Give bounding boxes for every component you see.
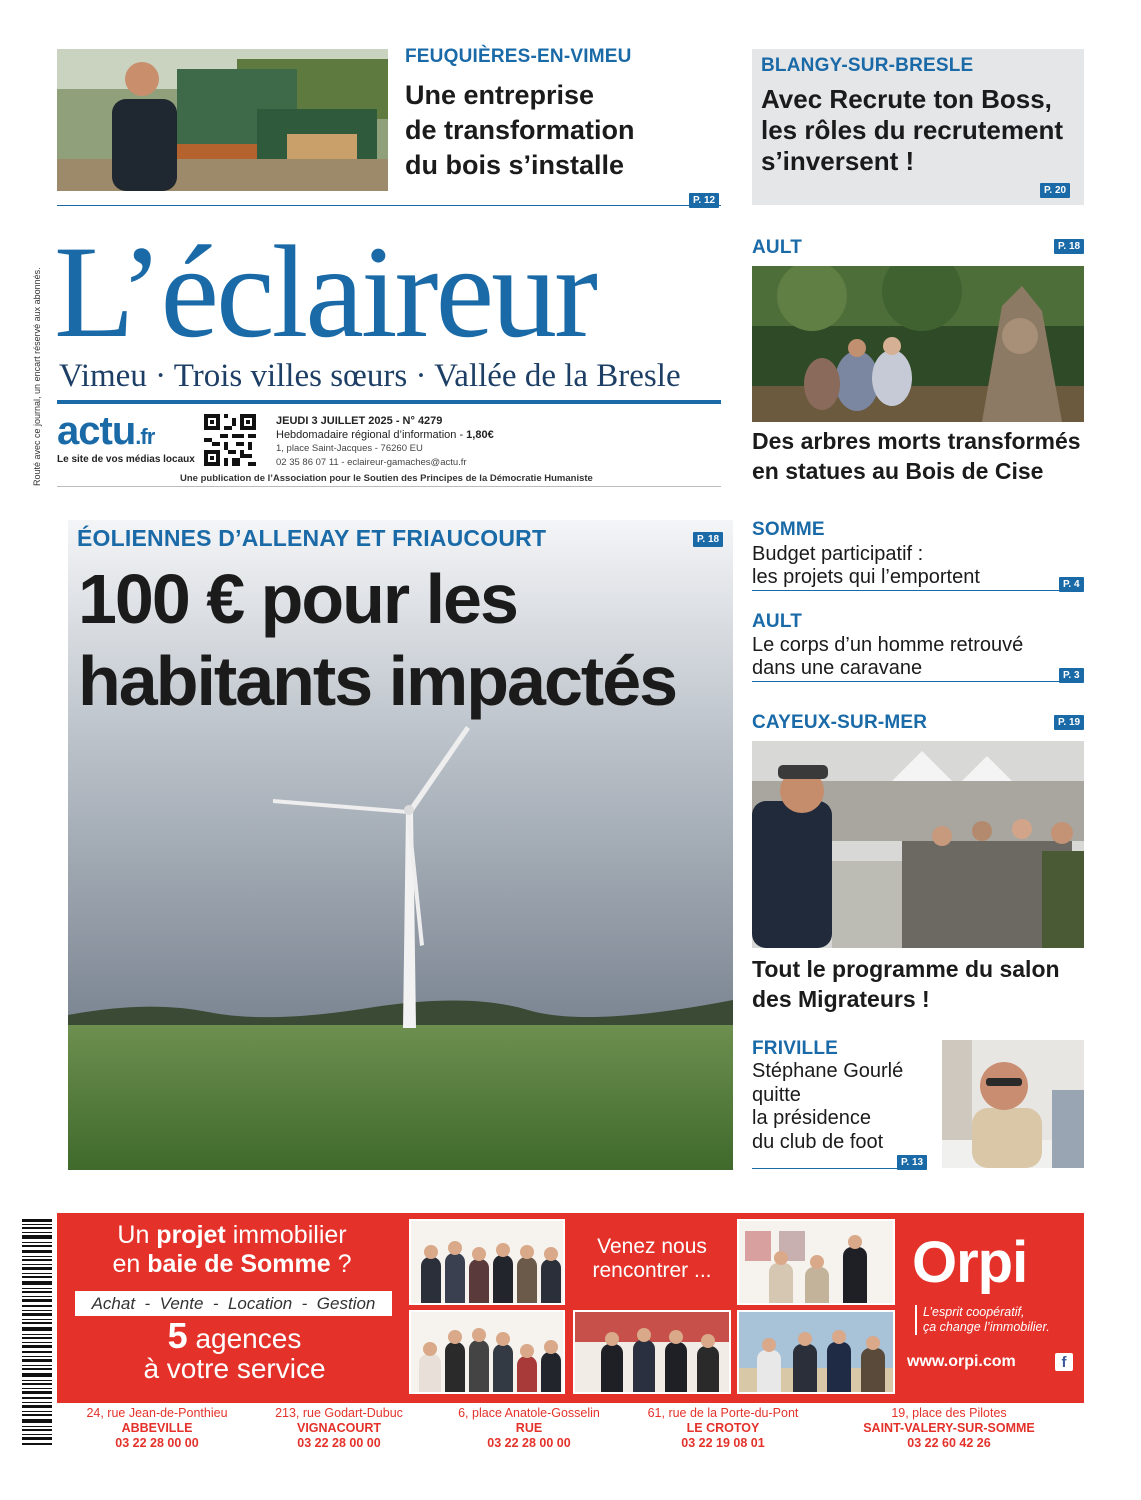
headline-line: du bois s’installe: [405, 150, 625, 180]
salon-migrateurs-photo[interactable]: [752, 741, 1084, 948]
headline-line: des Migrateurs !: [752, 986, 930, 1012]
ad-text: ?: [330, 1250, 352, 1278]
top-right-headline[interactable]: [761, 84, 1063, 177]
ad-text: agences: [187, 1323, 302, 1354]
headline-line: les rôles du recrutement: [761, 115, 1063, 145]
headline-line: Le corps d’un homme retrouvé: [752, 634, 1024, 656]
cayeux-kicker: CAYEUX-SUR-MER: [752, 712, 928, 733]
ault-body-headline[interactable]: [752, 634, 1023, 680]
page-badge[interactable]: P. 3: [1059, 668, 1084, 683]
routing-notice: Routé avec ce journal, un encart réservé aux abonnés.: [32, 267, 42, 486]
agency-city: SAINT-VALERY-SUR-SOMME: [863, 1421, 1035, 1435]
top-right-kicker: BLANGY-SUR-BRESLE: [761, 55, 974, 76]
publisher-contact: 02 35 86 07 11 - eclaireur-gamaches@actu.fr: [276, 457, 467, 468]
newspaper-logo[interactable]: L’éclaireur: [54, 218, 596, 365]
page-badge[interactable]: P. 20: [1040, 183, 1070, 198]
headline-line: Une entreprise: [405, 80, 595, 110]
agency-le-crotoy[interactable]: [623, 1406, 823, 1451]
headline-line: les projets qui l’emportent: [752, 566, 980, 588]
woodworking-photo[interactable]: [57, 49, 388, 191]
top-left-headline[interactable]: [405, 78, 635, 183]
ad-services: Achat - Vente - Location - Gestion: [75, 1291, 392, 1316]
orpi-advertisement[interactable]: [57, 1213, 1084, 1451]
headline-line: Stéphane Gourlé: [752, 1060, 904, 1082]
agency-city: RUE: [515, 1421, 543, 1435]
agency-team-photo: [737, 1310, 895, 1394]
wood-statue-photo[interactable]: [752, 266, 1084, 422]
headline-line: en statues au Bois de Cise: [752, 458, 1044, 484]
agency-phone[interactable]: 03 22 19 08 01: [681, 1436, 765, 1450]
headline-line: quitte: [752, 1083, 801, 1106]
divider: [752, 590, 1084, 591]
page-badge[interactable]: P. 4: [1059, 577, 1084, 592]
ad-agencies: [57, 1315, 412, 1384]
somme-headline[interactable]: [752, 543, 980, 589]
agency-team-photo: [737, 1219, 895, 1305]
issue-info: [276, 414, 494, 470]
headline-line: dans une caravane: [752, 657, 923, 679]
agency-address: 19, place des Pilotes: [891, 1406, 1007, 1420]
barcode-icon: [20, 1215, 54, 1447]
main-headline[interactable]: [78, 558, 676, 722]
ault-kicker: AULT: [752, 237, 803, 258]
ault-headline[interactable]: [752, 426, 1081, 486]
divider: [57, 205, 721, 206]
page-badge[interactable]: P. 18: [693, 532, 723, 547]
headline-line: Budget participatif :: [752, 543, 924, 565]
agency-vignacourt[interactable]: [239, 1406, 439, 1451]
ad-text: en: [112, 1250, 148, 1278]
publication-line: Une publication de l’Association pour le Soutien des Principes de la Démocratie Humaniste: [180, 473, 593, 484]
somme-kicker: SOMME: [752, 519, 825, 540]
issue-date: JEUDI 3 JUILLET 2025 - N° 4279: [276, 415, 443, 427]
ad-text: à votre service: [143, 1353, 326, 1384]
top-left-kicker: FEUQUIÈRES-EN-VIMEU: [405, 46, 632, 67]
ad-text: ça change l’immobilier.: [923, 1320, 1050, 1334]
divider: [752, 681, 1084, 682]
ad-text: L’esprit coopératif,: [923, 1305, 1025, 1319]
agency-phone[interactable]: 03 22 28 00 00: [297, 1436, 381, 1450]
ad-text: immobilier: [225, 1221, 347, 1249]
agency-team-photo: [573, 1310, 731, 1394]
price: 1,80€: [466, 429, 494, 441]
orpi-website[interactable]: www.orpi.com: [907, 1353, 1016, 1370]
headline-line: du club de foot: [752, 1130, 884, 1153]
cayeux-headline[interactable]: [752, 954, 1060, 1014]
headline-line: de transformation: [405, 115, 635, 145]
headline-line: habitants impactés: [78, 642, 677, 720]
divider: [57, 486, 721, 487]
ad-headline: [57, 1221, 407, 1279]
headline-line: s’inversent !: [761, 146, 915, 176]
headline-line: 100 € pour les: [78, 560, 517, 638]
page-badge[interactable]: P. 12: [689, 193, 719, 208]
ad-venez: [569, 1235, 735, 1283]
ad-text: 5: [167, 1315, 188, 1356]
actu-logo[interactable]: [57, 410, 154, 458]
actu-tld: .fr: [135, 424, 155, 449]
agency-team-photo: [409, 1219, 565, 1305]
page-badge[interactable]: P. 19: [1054, 715, 1084, 730]
weekly-label: Hebdomadaire régional d’information -: [276, 429, 467, 441]
headline-line: Des arbres morts transformés: [752, 428, 1081, 454]
qr-code-icon[interactable]: [204, 414, 256, 466]
headline-line: Avec Recrute ton Boss,: [761, 84, 1052, 114]
friville-kicker: FRIVILLE: [752, 1038, 839, 1059]
orpi-logo[interactable]: Orpi: [912, 1230, 1028, 1295]
ad-text: rencontrer ...: [592, 1259, 712, 1282]
agency-city: VIGNACOURT: [296, 1421, 382, 1435]
divider: [915, 1305, 917, 1335]
agency-abbeville[interactable]: [57, 1406, 257, 1451]
ad-text: Venez nous: [597, 1235, 707, 1258]
agency-saint-valery[interactable]: [819, 1406, 1079, 1451]
headline-line: la présidence: [752, 1107, 871, 1129]
ault-kicker: AULT: [752, 611, 803, 632]
agency-address: 24, rue Jean-de-Ponthieu: [86, 1406, 228, 1420]
page-badge[interactable]: P. 13: [897, 1155, 927, 1170]
ad-text: baie de Somme: [147, 1250, 331, 1278]
masthead-rule: [57, 400, 721, 404]
facebook-icon[interactable]: f: [1055, 1353, 1073, 1371]
actu-wordmark: actu: [57, 409, 136, 453]
agency-phone[interactable]: 03 22 28 00 00: [487, 1436, 571, 1450]
ad-text: Un: [117, 1221, 157, 1249]
headline-line: Tout le programme du salon: [752, 956, 1060, 982]
ad-text: projet: [156, 1221, 226, 1249]
agency-address: 61, rue de la Porte-du-Pont: [647, 1406, 799, 1420]
publisher-address: 1, place Saint-Jacques - 76260 EU: [276, 443, 423, 454]
agency-phone[interactable]: 03 22 60 42 26: [907, 1436, 991, 1450]
newspaper-subtitle: Vimeu · Trois villes sœurs · Vallée de la Bresle: [59, 358, 681, 394]
agency-team-photo: [409, 1310, 565, 1394]
agency-rue[interactable]: [429, 1406, 629, 1451]
agency-phone[interactable]: 03 22 28 00 00: [115, 1436, 199, 1450]
agency-city: ABBEVILLE: [121, 1421, 193, 1435]
orpi-slogan: [923, 1305, 1050, 1335]
friville-headline[interactable]: [752, 1060, 903, 1154]
agency-address: 213, rue Godart-Dubuc: [275, 1406, 403, 1420]
main-kicker: ÉOLIENNES D’ALLENAY ET FRIAUCOURT: [77, 525, 547, 551]
actu-tagline: Le site de vos médias locaux: [57, 454, 195, 465]
agency-address: 6, place Anatole-Gosselin: [458, 1406, 600, 1420]
agency-city: LE CROTOY: [686, 1421, 760, 1435]
stephane-gourle-photo[interactable]: [942, 1040, 1084, 1168]
page-badge[interactable]: P. 18: [1054, 239, 1084, 254]
